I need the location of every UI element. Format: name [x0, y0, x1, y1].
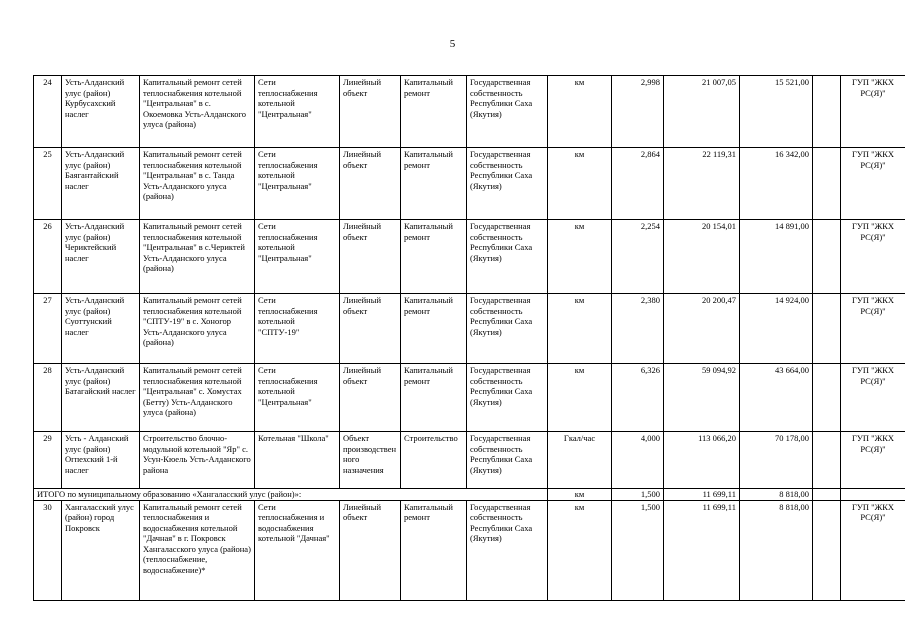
empty-cell	[813, 294, 841, 364]
row-number: 24	[34, 76, 62, 148]
row-number: 30	[34, 500, 62, 600]
object-type-cell: Линейный объект	[340, 500, 401, 600]
unit-cell: км	[548, 500, 612, 600]
work-type-cell: Строительство	[401, 432, 467, 489]
cost-budget-cell: 8 818,00	[740, 500, 813, 600]
cost-total-cell: 21 007,05	[664, 76, 740, 148]
work-type-cell: Капитальный ремонт	[401, 294, 467, 364]
cost-total-cell: 22 119,31	[664, 148, 740, 220]
project-name-cell: Капитальный ремонт сетей теплоснабжения и водоснабжения котельной "Дачная" в г. Покровск Хангаласского улуса (района) (теплоснабжение, водоснабжение)*	[140, 500, 255, 600]
municipality-cell: Усть-Алданский улус (район) Суоттунский наслег	[62, 294, 140, 364]
project-name-cell: Капитальный ремонт сетей теплоснабжения котельной "Центральная" с. Хомустах (Бетту) Усть-Алданского улуса (района)	[140, 364, 255, 432]
row-number: 29	[34, 432, 62, 489]
object-type-cell: Линейный объект	[340, 364, 401, 432]
cost-budget-cell: 15 521,00	[740, 76, 813, 148]
empty-cell	[813, 364, 841, 432]
ownership-cell: Государственная собственность Республики Саха (Якутия)	[467, 500, 548, 600]
row-number: 28	[34, 364, 62, 432]
table-body	[34, 76, 905, 601]
operator-cell: ГУП "ЖКХ РС(Я)"	[841, 294, 905, 364]
object-type-cell: Объект производственного назначения	[340, 432, 401, 489]
municipality-cell: Усть-Алданский улус (район) Баягантайский наслег	[62, 148, 140, 220]
total-empty-cell	[841, 489, 905, 501]
unit-cell: км	[548, 148, 612, 220]
row-number: 26	[34, 220, 62, 294]
capacity-cell: 6,326	[612, 364, 664, 432]
cost-budget-cell: 43 664,00	[740, 364, 813, 432]
total-cost-total: 11 699,11	[664, 489, 740, 501]
unit-cell: км	[548, 76, 612, 148]
ownership-cell: Государственная собственность Республики Саха (Якутия)	[467, 148, 548, 220]
project-name-cell: Капитальный ремонт сетей теплоснабжения котельной "Центральная" в с.Чериктей Усть-Алданского улуса (района)	[140, 220, 255, 294]
work-type-cell: Капитальный ремонт	[401, 220, 467, 294]
cost-total-cell: 113 066,20	[664, 432, 740, 489]
capacity-cell: 4,000	[612, 432, 664, 489]
ownership-cell: Государственная собственность Республики Саха (Якутия)	[467, 432, 548, 489]
municipality-cell: Усть - Алданский улус (район) Огпехский 1-й наслег	[62, 432, 140, 489]
object-cell: Сети теплоснабжения котельной "Центральная"	[255, 364, 340, 432]
project-name-cell: Капитальный ремонт сетей теплоснабжения котельной "СПТУ-19" в с. Хоногор Усть-Алданского улуса (района)	[140, 294, 255, 364]
row-number: 27	[34, 294, 62, 364]
object-cell: Сети теплоснабжения котельной "Центральная"	[255, 148, 340, 220]
municipality-cell: Усть-Алданский улус (район) Чериктейский наслег	[62, 220, 140, 294]
capacity-cell: 2,864	[612, 148, 664, 220]
object-type-cell: Линейный объект	[340, 294, 401, 364]
table-row	[34, 148, 905, 220]
row-number: 25	[34, 148, 62, 220]
empty-cell	[813, 76, 841, 148]
operator-cell: ГУП "ЖКХ РС(Я)"	[841, 432, 905, 489]
ownership-cell: Государственная собственность Республики Саха (Якутия)	[467, 76, 548, 148]
cost-budget-cell: 14 891,00	[740, 220, 813, 294]
operator-cell: ГУП "ЖКХ РС(Я)"	[841, 500, 905, 600]
object-cell: Сети теплоснабжения и водоснабжения котельной "Дачная"	[255, 500, 340, 600]
page-number: 5	[449, 38, 456, 50]
table-row	[34, 432, 905, 489]
operator-cell: ГУП "ЖКХ РС(Я)"	[841, 148, 905, 220]
total-unit: км	[548, 489, 612, 501]
total-empty-cell	[813, 489, 841, 501]
cost-total-cell: 11 699,11	[664, 500, 740, 600]
table-row	[34, 500, 905, 600]
empty-cell	[813, 148, 841, 220]
unit-cell: Гкал/час	[548, 432, 612, 489]
object-cell: Котельная "Школа"	[255, 432, 340, 489]
capacity-cell: 2,380	[612, 294, 664, 364]
object-cell: Сети теплоснабжения котельной "Центральная"	[255, 76, 340, 148]
municipality-cell: Усть-Алданский улус (район) Батагайский наслег	[62, 364, 140, 432]
ownership-cell: Государственная собственность Республики Саха (Якутия)	[467, 294, 548, 364]
project-name-cell: Капитальный ремонт сетей теплоснабжения котельной "Центральная" в с. Танда Усть-Алданского улуса (района)	[140, 148, 255, 220]
capacity-cell: 2,254	[612, 220, 664, 294]
operator-cell: ГУП "ЖКХ РС(Я)"	[841, 364, 905, 432]
empty-cell	[813, 432, 841, 489]
cost-total-cell: 20 200,47	[664, 294, 740, 364]
cost-budget-cell: 14 924,00	[740, 294, 813, 364]
operator-cell: ГУП "ЖКХ РС(Я)"	[841, 220, 905, 294]
total-capacity: 1,500	[612, 489, 664, 501]
cost-total-cell: 20 154,01	[664, 220, 740, 294]
ownership-cell: Государственная собственность Республики Саха (Якутия)	[467, 220, 548, 294]
empty-cell	[813, 500, 841, 600]
capacity-cell: 1,500	[612, 500, 664, 600]
object-cell: Сети теплоснабжения котельной "СПТУ-19"	[255, 294, 340, 364]
unit-cell: км	[548, 220, 612, 294]
empty-cell	[813, 220, 841, 294]
operator-cell: ГУП "ЖКХ РС(Я)"	[841, 76, 905, 148]
unit-cell: км	[548, 294, 612, 364]
ownership-cell: Государственная собственность Республики Саха (Якутия)	[467, 364, 548, 432]
cost-budget-cell: 16 342,00	[740, 148, 813, 220]
work-type-cell: Капитальный ремонт	[401, 364, 467, 432]
table-row	[34, 76, 905, 148]
table-row	[34, 294, 905, 364]
cost-budget-cell: 70 178,00	[740, 432, 813, 489]
total-row	[34, 489, 905, 501]
table-row	[34, 220, 905, 294]
project-name-cell: Строительство блочно-модульной котельной "Яр" с. Усун-Кюель Усть-Алданского района	[140, 432, 255, 489]
cost-total-cell: 59 094,92	[664, 364, 740, 432]
total-label: ИТОГО по муниципальному образованию «Хангаласский улус (район)»:	[34, 489, 548, 501]
object-type-cell: Линейный объект	[340, 220, 401, 294]
object-type-cell: Линейный объект	[340, 148, 401, 220]
municipality-cell: Хангаласский улус (район) город Покровск	[62, 500, 140, 600]
project-name-cell: Капитальный ремонт сетей теплоснабжения котельной "Центральная" в с. Окоемовка Усть-Алданского улуса (района)	[140, 76, 255, 148]
capacity-cell: 2,998	[612, 76, 664, 148]
object-cell: Сети теплоснабжения котельной "Центральная"	[255, 220, 340, 294]
unit-cell: км	[548, 364, 612, 432]
municipality-cell: Усть-Алданский улус (район) Курбусахский наслег	[62, 76, 140, 148]
work-type-cell: Капитальный ремонт	[401, 500, 467, 600]
total-cost-budget: 8 818,00	[740, 489, 813, 501]
table-row	[34, 364, 905, 432]
investment-table	[33, 75, 905, 601]
object-type-cell: Линейный объект	[340, 76, 401, 148]
work-type-cell: Капитальный ремонт	[401, 148, 467, 220]
work-type-cell: Капитальный ремонт	[401, 76, 467, 148]
